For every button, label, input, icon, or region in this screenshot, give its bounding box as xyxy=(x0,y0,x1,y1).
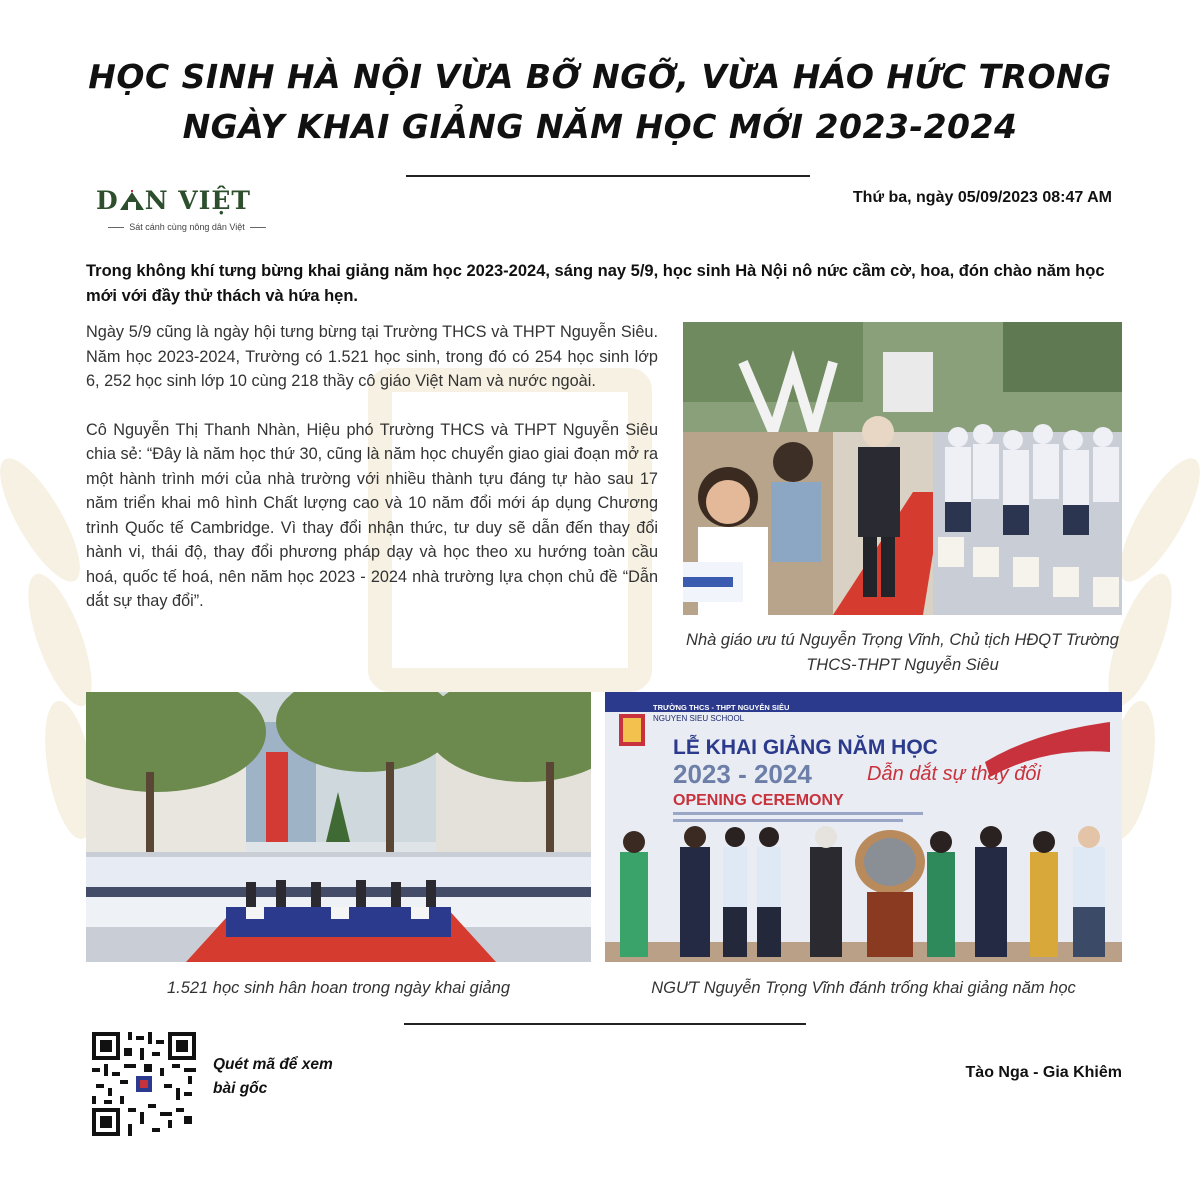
banner-years: 2023 - 2024 xyxy=(673,759,812,789)
article-body xyxy=(86,320,658,638)
banner-script: Dẫn dắt sự thay đổi xyxy=(867,763,1041,785)
banner-school-en: NGUYEN SIEU SCHOOL xyxy=(653,714,745,723)
caption-photo-3: NGƯT Nguyễn Trọng Vĩnh đánh trống khai giảng năm học xyxy=(651,979,1076,997)
photo-opening-ceremony xyxy=(605,692,1122,962)
article-title: HỌC SINH HÀ NỘI VỪA BỠ NGỠ, VỪA HÁO HỨC TRONG NGÀY KHAI GIẢNG NĂM HỌC MỚI 2023-2024 xyxy=(88,57,1112,146)
publish-date: Thứ ba, ngày 05/09/2023 08:47 AM xyxy=(852,189,1112,206)
article-author: Tào Nga - Gia Khiêm xyxy=(965,1064,1122,1081)
photo-teacher-greeting xyxy=(683,322,1122,615)
caption-photo-1: Nhà giáo ưu tú Nguyễn Trọng Vĩnh, Chủ tịch HĐQT Trường THCS-THPT Nguyễn Siêu xyxy=(686,631,1119,674)
qr-code[interactable] xyxy=(92,1032,196,1136)
photo-school-yard xyxy=(86,692,591,962)
qr-instruction: Quét mã để xem bài gốc xyxy=(213,1056,333,1097)
title-divider xyxy=(406,175,810,177)
logo-text-right: N VIỆT xyxy=(144,186,251,215)
paragraph-2: Cô Nguyễn Thị Thanh Nhàn, Hiệu phó Trường THCS và THPT Nguyễn Siêu chia sẻ: “Đây là năm học thứ 30, cũng là năm học chuyển giao giai đoạn mở ra một hành trình mới của nhà trường với nhiều thành tựu đáng tự hào sau 17 năm triển khai mô hình Chất lượng cao và 10 năm đổi mới áp dụng Chương trình Quốc tế Cambridge. Vì thay đổi nhận thức, tư duy sẽ dẫn đến thay đổi hành vi, thái độ, thay đổi phương pháp dạy và học theo xu hướng toàn cầu hoá, quốc tế hoá, nên năm học 2023 - 2024 nhà trường lựa chọn chủ đề “Dẫn dắt sự thay đổi”. xyxy=(86,420,658,610)
article-lead: Trong không khí tưng bừng khai giảng năm học 2023-2024, sáng nay 5/9, học sinh Hà Nội nô nức cầm cờ, hoa, đón chào năm học mới với đầy thử thách và hứa hẹn. xyxy=(86,262,1105,305)
logo-text-left: D xyxy=(96,186,119,215)
house-icon xyxy=(119,189,145,211)
footer-divider xyxy=(404,1023,806,1025)
banner-opening-ceremony: OPENING CEREMONY xyxy=(673,792,844,809)
banner-school-name: TRƯỜNG THCS - THPT NGUYỄN SIÊU xyxy=(653,703,790,712)
dan-viet-logo xyxy=(92,186,282,238)
banner-heading: LỄ KHAI GIẢNG NĂM HỌC xyxy=(673,736,938,759)
logo-tagline: Sát cánh cùng nông dân Việt xyxy=(92,222,282,232)
caption-photo-2: 1.521 học sinh hân hoan trong ngày khai giảng xyxy=(166,979,511,997)
paragraph-1: Ngày 5/9 cũng là ngày hội tưng bừng tại Trường THCS và THPT Nguyễn Siêu. Năm học 2023-2024, Trường có 1.521 học sinh, trong đó có 254 học sinh lớp 6, 252 học sinh lớp 10 cùng 218 thầy cô giáo Việt Nam và nước ngoài. xyxy=(86,323,658,390)
